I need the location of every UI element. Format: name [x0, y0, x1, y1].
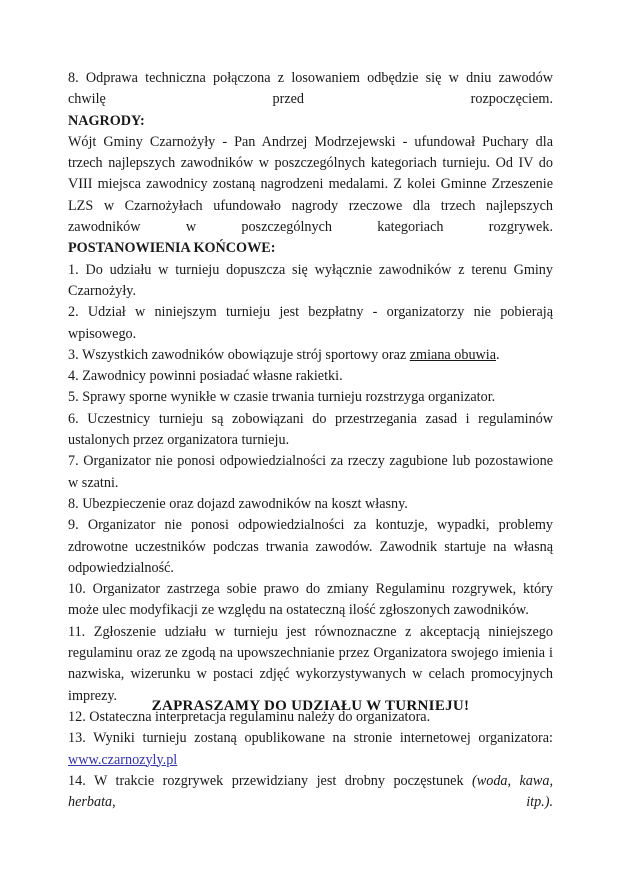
list-item-number: 7. — [68, 453, 79, 470]
list-item-italic-note: (woda, kawa, herbata, itp.). — [68, 772, 554, 811]
list-item-11 — [68, 622, 553, 707]
list-item-number: 13. — [68, 730, 86, 747]
list-item-3 — [68, 345, 553, 366]
heading-nagrody: NAGRODY: — [68, 112, 145, 129]
list-item-number: 10. — [68, 581, 86, 598]
list-item-text: Organizator zastrzega sobie prawo do zmiany Regulaminu rozgrywek, który może ulec modyfikacji ze względu na ostateczną ilość zgłoszonych zawodników. — [68, 581, 553, 619]
list-item-1 — [68, 260, 553, 303]
list-item-text: Wyniki turnieju zostaną opublikowane na stronie internetowej organizatora: — [93, 730, 553, 747]
list-item-text: Sprawy sporne wynikłe w czasie trwania turnieju rozstrzyga organizator. — [82, 389, 496, 406]
list-item-7 — [68, 451, 553, 494]
list-item-text: Organizator nie ponosi odpowiedzialności za kontuzje, wypadki, problemy zdrowotne uczestników podczas trwania zawodów. Zawodnik startuje na własną odpowiedzialność. — [68, 517, 554, 576]
list-item-text-tail: . — [496, 346, 500, 363]
list-item-10 — [68, 579, 553, 622]
list-item-5 — [68, 387, 553, 408]
list-item-9 — [68, 515, 553, 579]
list-item-13 — [68, 728, 553, 749]
list-item-4 — [68, 366, 553, 387]
heading-postanowienia-koncowe: POSTANOWIENIA KOŃCOWE: — [68, 240, 276, 257]
list-item-number: 11. — [68, 623, 86, 640]
list-item-number: 6. — [68, 410, 79, 427]
list-item-14 — [68, 771, 553, 814]
list-item-number: 14. — [68, 772, 86, 789]
list-item-text: Zgłoszenie udziału w turnieju jest równoznaczne z akceptacją niniejszego regulaminu oraz ze zgodą na upowszechnianie przez Organizatora swojego imienia i nazwiska, wizerunku w postaci zdjęć wykorzystywanych w celach promocyjnych imprezy. — [68, 623, 553, 704]
list-item-text: Ubezpieczenie oraz dojazd zawodników na koszt własny. — [82, 495, 408, 512]
list-item-text: Ostateczna interpretacja regulaminu należy do organizatora. — [89, 708, 431, 725]
list-item-number: 2. — [68, 304, 79, 321]
list-item-text: Uczestnicy turnieju są zobowiązani do przestrzegania zasad i regulaminów ustalonych przez organizatora turnieju. — [68, 410, 554, 449]
list-item-text: Wszystkich zawodników obowiązuje strój sportowy oraz — [81, 346, 410, 363]
list-item-2 — [68, 302, 553, 345]
list-item-text: W trakcie rozgrywek przewidziany jest drobny poczęstunek — [93, 772, 473, 789]
list-item-text: Do udziału w turnieju dopuszcza się wyłącznie zawodników z terenu Gminy Czarnożyły. — [68, 261, 553, 299]
underlined-phrase-zmiana-obuwia: zmiana obuwia — [409, 346, 497, 363]
list-item-number: 12. — [68, 708, 86, 725]
list-item-8 — [68, 494, 553, 515]
list-item-number: 8. — [68, 495, 79, 512]
list-item-number: 4. — [68, 368, 79, 385]
paragraph-item-8: 8. Odprawa techniczna połączona z losowaniem odbędzie się w dniu zawodów chwilę przed rozpoczęciem. — [68, 70, 553, 108]
list-item-text: Zawodnicy powinni posiadać własne rakietki. — [82, 368, 343, 385]
list-item-text: Udział w niniejszym turnieju jest bezpłatny - organizatorzy nie pobierają wpisowego. — [68, 304, 553, 342]
organizer-website-link[interactable]: www.czarnozyly.pl — [68, 751, 178, 768]
list-item-number: 3. — [68, 346, 79, 363]
list-item-text: Organizator nie ponosi odpowiedzialności za rzeczy zagubione lub pozostawione w szatni. — [68, 453, 554, 491]
closing-invitation: ZAPRASZAMY DO UDZIAŁU W TURNIEJU! — [151, 698, 470, 714]
paragraph-awards: Wójt Gminy Czarnożyły - Pan Andrzej Modrzejewski - ufundował Puchary dla trzech najlepszych zawodników w poszczególnych kategoriach turnieju. Od IV do VIII miejsca zawodnicy zostaną nagrodzeni medalami. Z kolei Gminne Zrzeszenie LZS w Czarnożyłach ufundowało nagrody rzeczowe dla trzech najlepszych zawodników w poszczególnych kategoriach rozgrywek. — [68, 133, 553, 236]
list-item-number: 1. — [68, 261, 79, 278]
list-item-number: 5. — [68, 389, 79, 406]
website-link-line — [68, 750, 553, 771]
list-item-6 — [68, 409, 553, 452]
list-item-number: 9. — [68, 517, 79, 534]
